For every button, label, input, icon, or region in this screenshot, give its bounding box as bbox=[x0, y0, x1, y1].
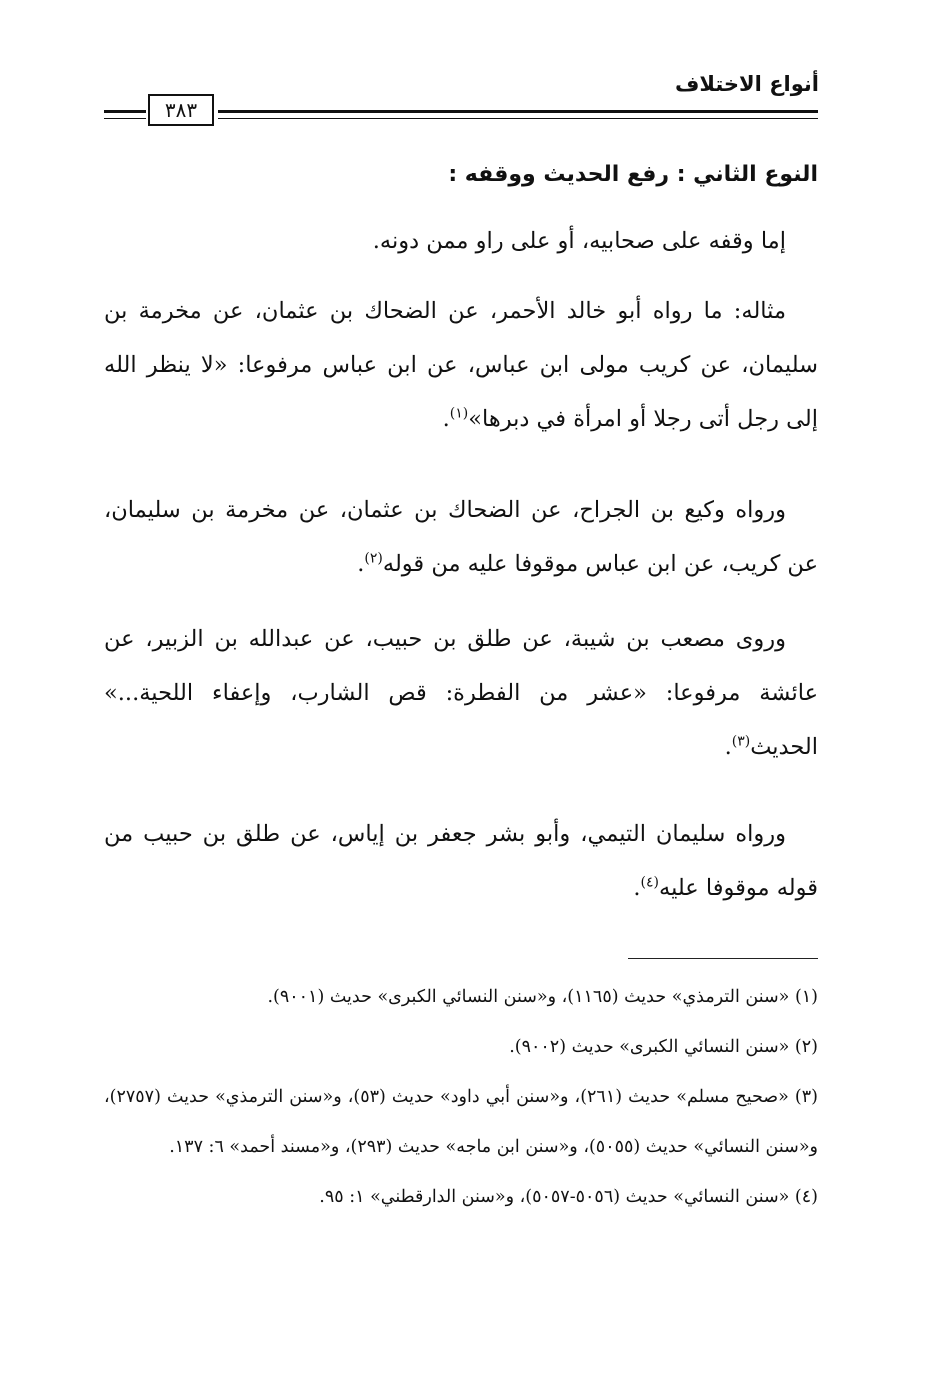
header-rule-left-thin bbox=[104, 118, 146, 119]
footnote-3: (٣) «صحيح مسلم» حديث (٢٦١)، و«سنن أبي داود» حديث (٥٣)، و«سنن الترمذي» حديث (٢٧٥٧)، و«سنن النسائي» حديث (٥٠٥٥)، و«سنن ابن ماجه» حديث (٢٩٣)، و«مسند أحمد» ٦: ١٣٧. bbox=[104, 1087, 818, 1157]
footnote-1: (١) «سنن الترمذي» حديث (١١٦٥)، و«سنن النسائي الكبرى» حديث (٩٠٠١). bbox=[267, 987, 818, 1007]
paragraph-text: مثاله: ما رواه أبو خالد الأحمر، عن الضحاك بن عثمان، عن مخرمة بن سليمان، عن كريب مولى ابن عباس، عن ابن عباس مرفوعا: «لا ينظر الله إلى رجل أتى رجلا أو امرأة في دبرها» bbox=[104, 298, 818, 432]
paragraph-text: ورواه وكيع بن الجراح، عن الضحاك بن عثمان، عن مخرمة بن سليمان، عن كريب، عن ابن عباس موقوفا عليه من قوله bbox=[104, 497, 818, 577]
paragraph-2: مثاله: ما رواه أبو خالد الأحمر، عن الضحاك بن عثمان، عن مخرمة بن سليمان، عن كريب مولى ابن عباس، عن ابن عباس مرفوعا: «لا ينظر الله إلى رجل أتى رجلا أو امرأة في دبرها»$^{(١)}$. bbox=[104, 298, 818, 432]
header-rule-thin bbox=[218, 118, 818, 119]
page-number: ٣٨٣ bbox=[164, 98, 198, 122]
footnote-ref: (٤) bbox=[640, 874, 659, 891]
paragraph-text: ورواه سليمان التيمي، وأبو بشر جعفر بن إياس، عن طلق بن حبيب من قوله موقوفا عليه bbox=[104, 821, 818, 901]
paragraph-text: إما وقفه على صحابيه، أو على راو ممن دونه. bbox=[372, 228, 786, 254]
footnote-separator bbox=[628, 958, 818, 959]
footnote-ref: (١) bbox=[449, 405, 469, 422]
header-rule-left-thick bbox=[104, 110, 146, 113]
paragraph-5: ورواه سليمان التيمي، وأبو بشر جعفر بن إياس، عن طلق بن حبيب من قوله موقوفا عليه$^{(٤)}$. bbox=[104, 821, 818, 901]
footnotes bbox=[104, 972, 818, 1222]
footnote-ref: (٣) bbox=[731, 733, 751, 750]
section-heading: النوع الثاني : رفع الحديث ووقفه : bbox=[448, 162, 818, 187]
footnote-ref: (٢) bbox=[364, 550, 383, 567]
paragraph-3: ورواه وكيع بن الجراح، عن الضحاك بن عثمان، عن مخرمة بن سليمان، عن كريب، عن ابن عباس موقوفا عليه من قوله$^{(٢)}$. bbox=[104, 497, 818, 577]
footnote-4: (٤) «سنن النسائي» حديث (٥٠٥٦-٥٠٥٧)، و«سنن الدارقطني» ١: ٩٥. bbox=[319, 1187, 818, 1207]
running-header-title: أنواع الاختلاف bbox=[675, 72, 819, 96]
paragraph-1 bbox=[104, 214, 818, 268]
header-rule-thick bbox=[218, 110, 818, 113]
page-number-box bbox=[148, 94, 214, 126]
paragraph-4: وروى مصعب بن شيبة، عن طلق بن حبيب، عن عبدالله بن الزبير، عن عائشة مرفوعا: «عشر من الفطرة: قص الشارب، وإعفاء اللحية...» الحديث$^{(٣)}$. bbox=[104, 626, 818, 760]
footnote-2: (٢) «سنن النسائي الكبرى» حديث (٩٠٠٢). bbox=[509, 1037, 818, 1057]
paragraph-text: وروى مصعب بن شيبة، عن طلق بن حبيب، عن عبدالله بن الزبير، عن عائشة مرفوعا: «عشر من الفطرة: قص الشارب، وإعفاء اللحية...» الحديث bbox=[104, 626, 818, 760]
